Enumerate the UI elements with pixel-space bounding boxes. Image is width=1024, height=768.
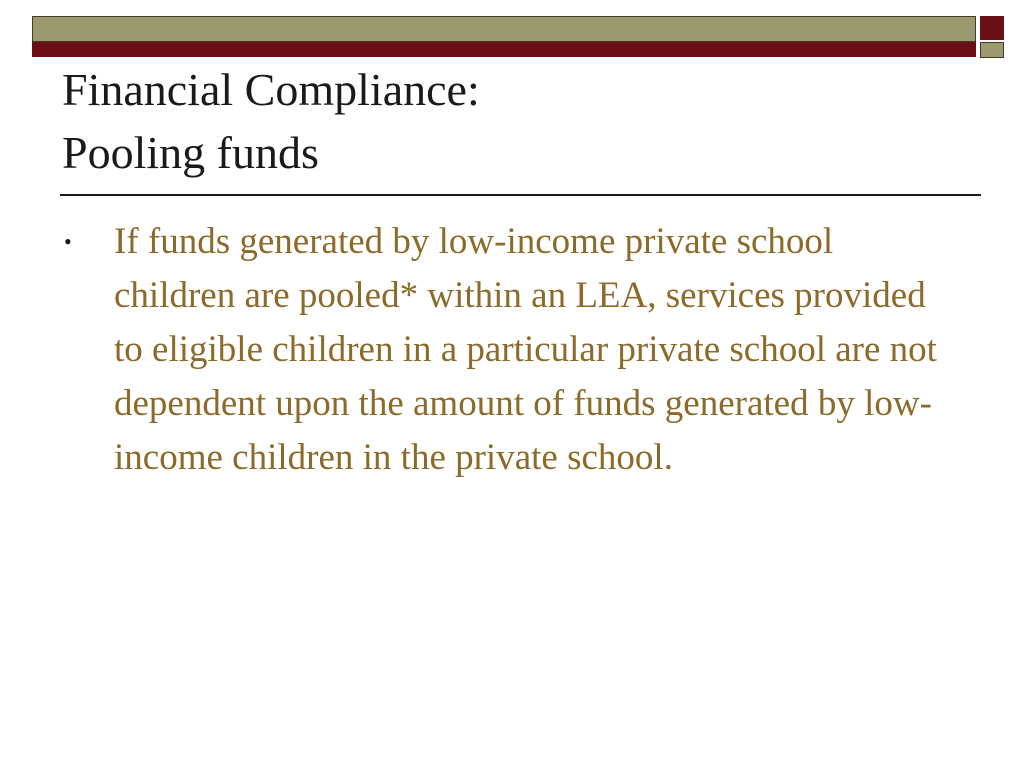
corner-olive-square [980,42,1004,58]
corner-maroon-square [980,16,1004,40]
banner-maroon-bar [32,42,976,57]
banner-olive-bar [32,16,976,42]
slide-title [62,58,962,184]
slide-title-line-2: Pooling funds [62,127,319,178]
title-divider [60,194,981,196]
slide-title-line-1: Financial Compliance: [62,64,480,115]
header-banner [32,16,976,58]
slide-body [64,215,944,485]
bullet-item [64,215,944,485]
bullet-text: If funds generated by low-income private school children are pooled* within an LEA, services provided to eligible children in a particular private school are not dependent upon the amount of funds generated by low-income children in the private school. [114,221,937,478]
bullet-marker: • [64,229,72,254]
